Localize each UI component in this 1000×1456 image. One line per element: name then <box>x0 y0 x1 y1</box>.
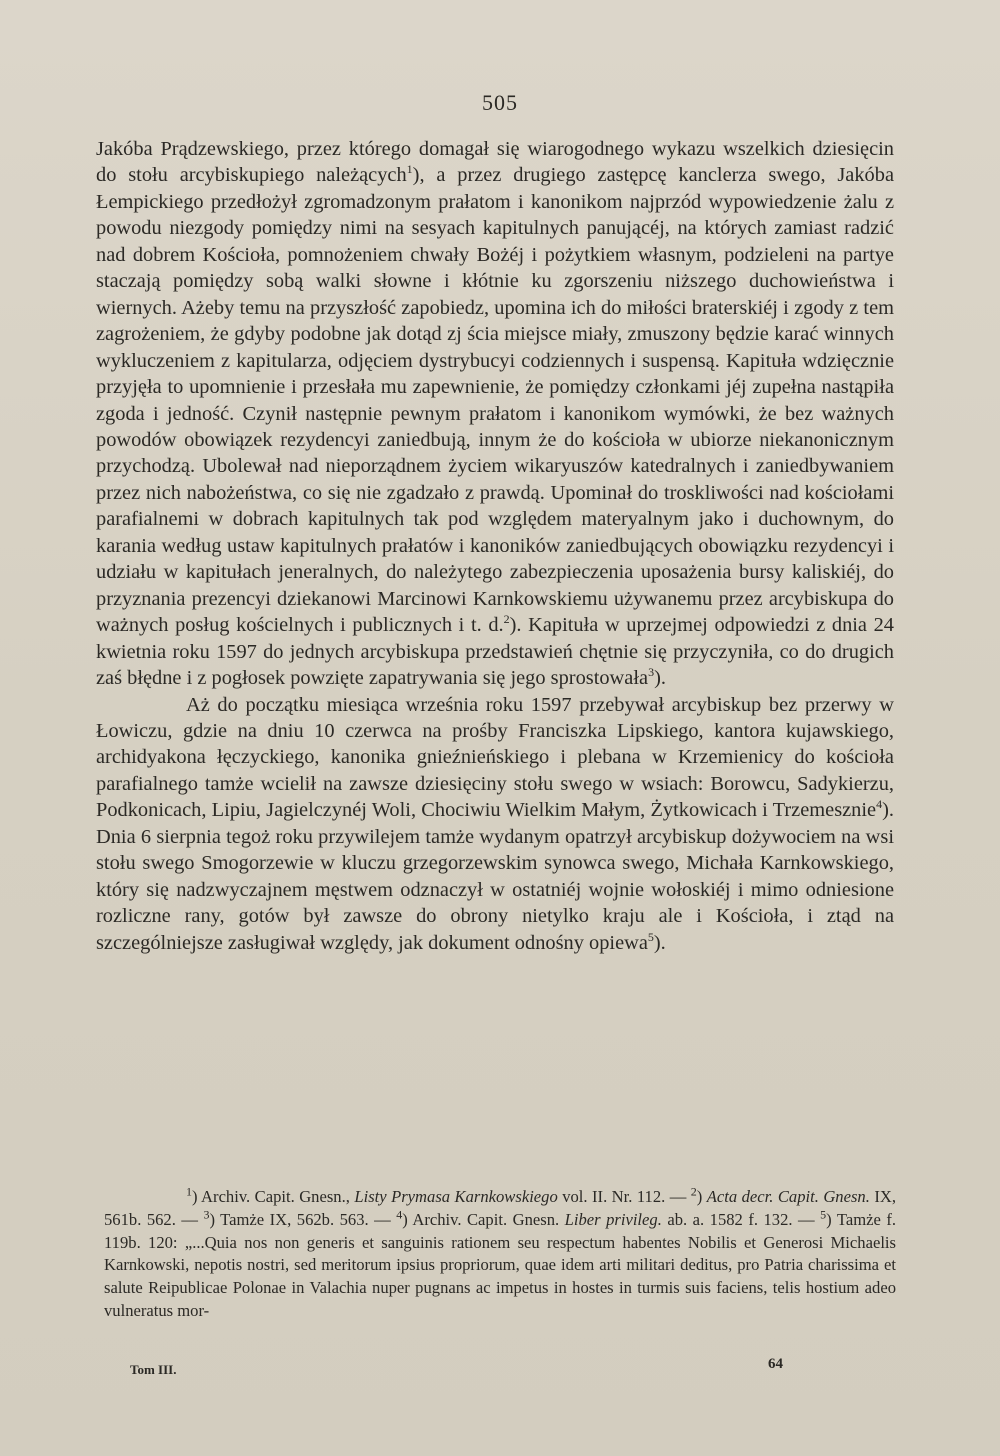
footnote-title: Liber privileg. <box>564 1209 662 1229</box>
footnote-marker-2: 2 <box>690 1184 697 1199</box>
footnote-text: ) Tamże IX, 562b. 563. — <box>209 1209 397 1229</box>
footnote-text: ) Archiv. Capit. Gnesn. <box>402 1209 565 1229</box>
footnote-text: ) Tamże f. 119b. 120: „...Quia nos non generis et sanguinis rationem seu respectum habentes Nobilis et Generosi Michaelis Karnkowski, nepotis nostri, sed meritorum ipsius propriorum, quae idem arti militari deditus, pro Patria charissima et salute Reipublicae Polonae in Valachia nuper pugnans ac impetus in hostes in turmis suis faciens, telis hostium adeo vulneratus mor- <box>104 1209 897 1320</box>
paragraph-text: ). Kapituła w uprzejmej odpowiedzi z dnia 24 kwietnia roku 1597 do jednych arcybiskupa przedstawień chętnie się przyczyniła, co do drugich zaś błędne i z pogłosek powzięte zapatrywania się jego sprostowała <box>96 614 894 690</box>
footnote-title: Acta decr. Capit. Gnesn. <box>706 1187 870 1206</box>
main-text <box>96 136 894 956</box>
footnote-text: IX, 561b. 562. — <box>104 1187 896 1229</box>
paragraph-text: Jakóba Prądzewskiego, przez którego domagał się wiarogodnego wykazu wszelkich dziesięcin do stołu arcybiskupiego należących <box>96 138 894 187</box>
footnote-marker-3: 3 <box>203 1207 210 1222</box>
paragraph-2 <box>96 692 894 957</box>
footnote-ref-3[interactable]: 3 <box>648 665 655 680</box>
volume-signature: Tom III. <box>130 1362 177 1377</box>
sheet-number: 64 <box>768 1356 783 1372</box>
paragraph-text: ). <box>653 931 666 954</box>
paragraph-text: ), a przez drugiego zastępcę kanclerza swego, Jakóba Łempickiego przedłożył zgromadzonym prałatom i kanonikom najprzód wypowiedzenie żalu z powodu niezgody pomiędzy nimi na sesyach kapitulnych panującéj, na których zamiast radzić nad dobrem Kościoła, pomnożeniem chwały Bożéj i pożytkiem własnym, podzieleni na partye staczają pomiędzy sobą walki słowne i kłótnie ku zgorszeniu niższego duchowieństwa i wiernych. Ażeby temu na przyszłość zapobiedz, upomina ich do miłości braterskiéj i zgody z tem zagrożeniem, że gdyby podobne jak dotąd zj ścia miejsce miały, zmuszony będzie karać winnych wykluczeniem z kapitularza, odjęciem dystrybucyi codziennych i suspensą. Kapituła wdzięcznie przyjęła to upomnienie i przesłała mu zapewnienie, że pomiędzy członkami jéj zupełna nastąpiła zgoda i jedność. Czynił następnie pewnym prałatom i kanonikom wymówki, że bez ważnych powodów obowiązek rezydencyi zaniedbują, innym że do kościoła w ubiorze niekanonicznym przychodzą. Ubolewał nad nieporządnem życiem wikaryuszów katedralnych i zaniedbywaniem przez nich nabożeństwa, co się nie zgadzało z prawdą. Upominał do troskliwości nad kościołami parafialnemi w dobrach kapitulnych tak pod względem materyalnym jako i duchownym, do karania według ustaw kapitulnych prałatów i kanoników zaniedbujących obowiązku rezydencyi i udziału w kapitułach jeneralnych, do należytego zabezpieczenia uposażenia bursy kaliskiéj, do przyznania prezencyi dziekanowi Marcinowi Karnkowskiemu używanemu przez arcybiskupa do ważnych posług kościelnych i publicznych i t. d. <box>96 164 894 637</box>
footnote-ref-2[interactable]: 2 <box>503 612 510 627</box>
footnote-text: ab. a. 1582 f. 132. — <box>661 1209 821 1229</box>
paragraph-1 <box>96 136 894 692</box>
footnote-text: vol. II. Nr. 112. — <box>557 1187 691 1206</box>
footnote-block <box>104 1186 896 1323</box>
paragraph-text: ). <box>654 667 666 690</box>
footnote-text: ) Archiv. Capit. Gnesn., <box>192 1187 355 1206</box>
footnote-marker-1: 1 <box>186 1184 192 1199</box>
footnote-ref-1[interactable]: 1 <box>406 162 413 177</box>
footnotes <box>104 1186 896 1323</box>
footnote-ref-4[interactable]: 4 <box>876 797 883 812</box>
footnote-marker-4: 4 <box>396 1207 403 1222</box>
footnote-ref-5[interactable]: 5 <box>647 929 654 944</box>
footnote-title: Listy Prymasa Karnkowskiego <box>354 1187 558 1206</box>
footnote-text: ) <box>696 1187 707 1206</box>
paragraph-text: ). Dnia 6 sierpnia tegoż roku przywilejem tamże wydanym opatrzył arcybiskup dożywociem na wsi stołu swego Smogorzewie w kluczu grzegorzewskim synowca swego, Michała Karnkowskiego, który się nadzwyczajnem męstwem odznaczył w ostatniéj wojnie wołoskiéj i mimo odniesione rozliczne rany, gotów był zawsze do obrony nietylko kraju ale i Kościoła, i ztąd na szczególniejsze zasługiwał względy, jak dokument odnośny opiewa <box>96 799 894 954</box>
page-number: 505 <box>482 90 518 115</box>
footnote-marker-5: 5 <box>820 1207 827 1222</box>
paragraph-text: Aż do początku miesiąca września roku 1597 przebywał arcybiskup bez przerwy w Łowiczu, gdzie na dniu 10 czerwca na prośby Franciszka Lipskiego, kantora kujawskiego, archidyakona łęczyckiego, kanonika gnieźnieńskiego i plebana w Krzemienicy do kościoła parafialnego tamże wcielił na zawsze dziesięciny stołu swego w wsiach: Borowcu, Sadykierzu, Podkonicach, Lipiu, Jagielczynéj Woli, Chociwiu Wielkim Małym, Żytkowicach i Trzemesznie <box>96 693 894 822</box>
